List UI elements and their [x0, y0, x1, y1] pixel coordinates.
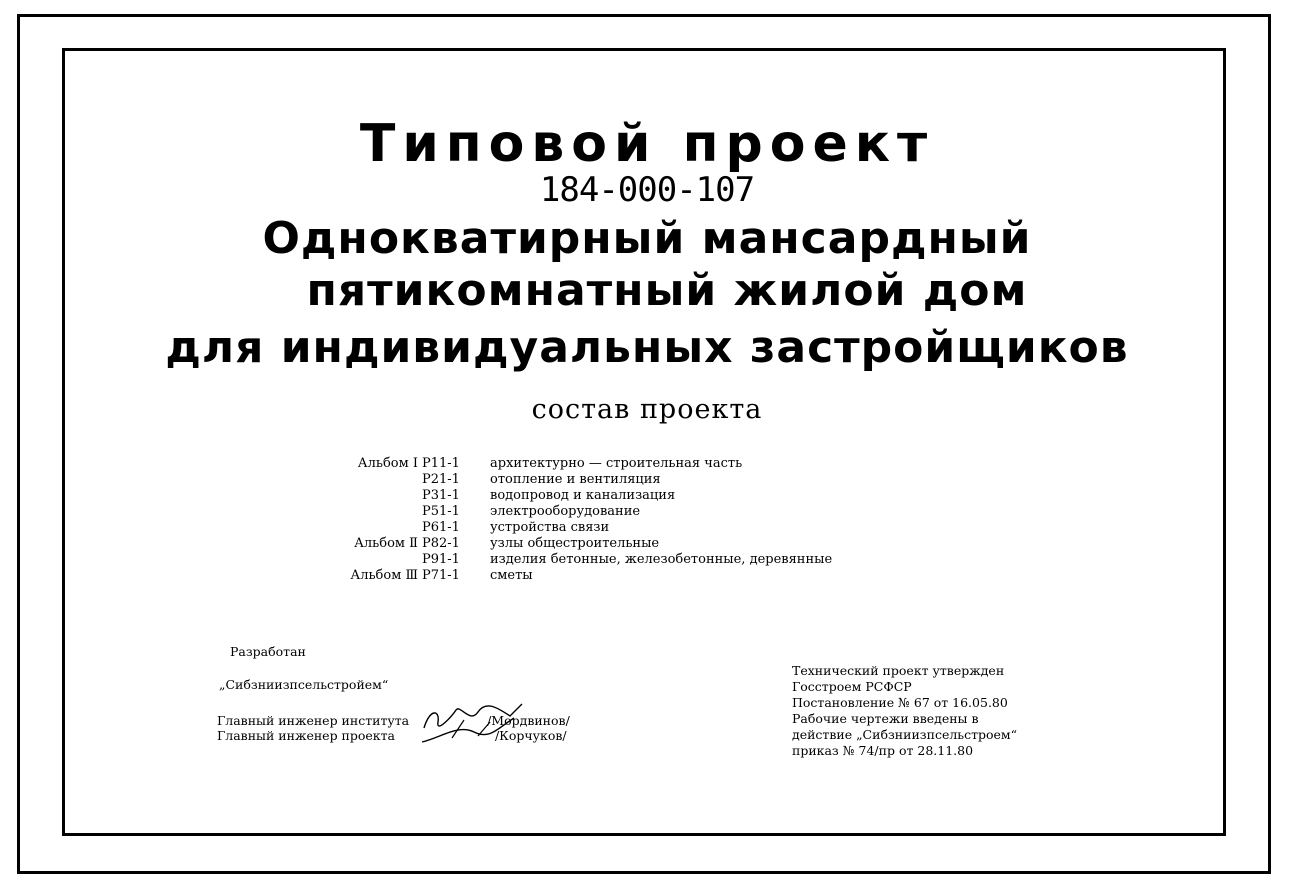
- composition-title: состав проекта: [531, 394, 763, 425]
- section-description: водопровод и канализация: [490, 488, 676, 503]
- album-label: Альбом Ⅱ: [354, 536, 418, 551]
- approval-line: Госстроем РСФСР: [792, 679, 912, 694]
- section-code: Р51-1: [422, 504, 460, 519]
- heading-line-1: Однокватирный мансардный: [262, 213, 1032, 264]
- composition-row: [300, 488, 832, 504]
- developed-label: Разработан: [230, 644, 306, 659]
- composition-row: [300, 520, 832, 536]
- composition-row: [300, 568, 832, 584]
- section-description: изделия бетонные, железобетонные, деревянные: [490, 552, 833, 567]
- album-label: [300, 488, 422, 504]
- album-label: [300, 472, 422, 488]
- document-title: Типовой проект: [359, 114, 935, 174]
- section-code: Р31-1: [422, 488, 460, 503]
- composition-row: [300, 536, 832, 552]
- section-description: узлы общестроительные: [490, 536, 660, 551]
- composition-row: [300, 456, 832, 472]
- approval-line: Технический проект утвержден: [792, 663, 1005, 678]
- engineer-role: Главный инженер проекта: [217, 728, 395, 743]
- approval-line: приказ № 74/пр от 28.11.80: [792, 743, 974, 758]
- album-label: Альбом Ⅲ: [350, 568, 418, 583]
- section-code: Р91-1: [422, 552, 460, 567]
- section-description: устройства связи: [490, 520, 610, 535]
- album-label: [300, 552, 422, 568]
- composition-row: [300, 504, 832, 520]
- composition-row: [300, 472, 832, 488]
- composition-list: [300, 456, 832, 584]
- approval-line: действие „Сибзниизпсельстроем“: [792, 727, 1018, 742]
- engineer-name: /Мордвинов/: [487, 713, 570, 728]
- heading-line-2: пятикомнатный жилой дом: [306, 265, 1028, 316]
- section-code: Р11-1: [422, 456, 460, 471]
- approval-line: Рабочие чертежи введены в: [792, 711, 979, 726]
- signature-mark: [418, 698, 538, 748]
- section-description: отопление и вентиляция: [490, 472, 661, 487]
- album-label: [300, 504, 422, 520]
- composition-row: [300, 552, 832, 568]
- album-label: Альбом Ⅰ: [357, 456, 418, 471]
- section-description: архитектурно — строительная часть: [490, 456, 743, 471]
- engineer-role: Главный инженер института: [217, 713, 410, 728]
- project-number: 184-000-107: [539, 170, 755, 210]
- album-label: [300, 520, 422, 536]
- section-description: сметы: [490, 568, 533, 583]
- engineer-name: /Корчуков/: [494, 728, 567, 743]
- section-description: электрооборудование: [490, 504, 641, 519]
- organization-name: „Сибзниизпсельстройем“: [219, 677, 389, 692]
- approval-line: Постановление № 67 от 16.05.80: [792, 695, 1008, 710]
- approval-block: [792, 663, 1017, 759]
- section-code: Р82-1: [422, 536, 460, 551]
- section-code: Р71-1: [422, 568, 460, 583]
- heading-line-3: для индивидуальных застройщиков: [165, 322, 1129, 373]
- section-code: Р21-1: [422, 472, 460, 487]
- section-code: Р61-1: [422, 520, 460, 535]
